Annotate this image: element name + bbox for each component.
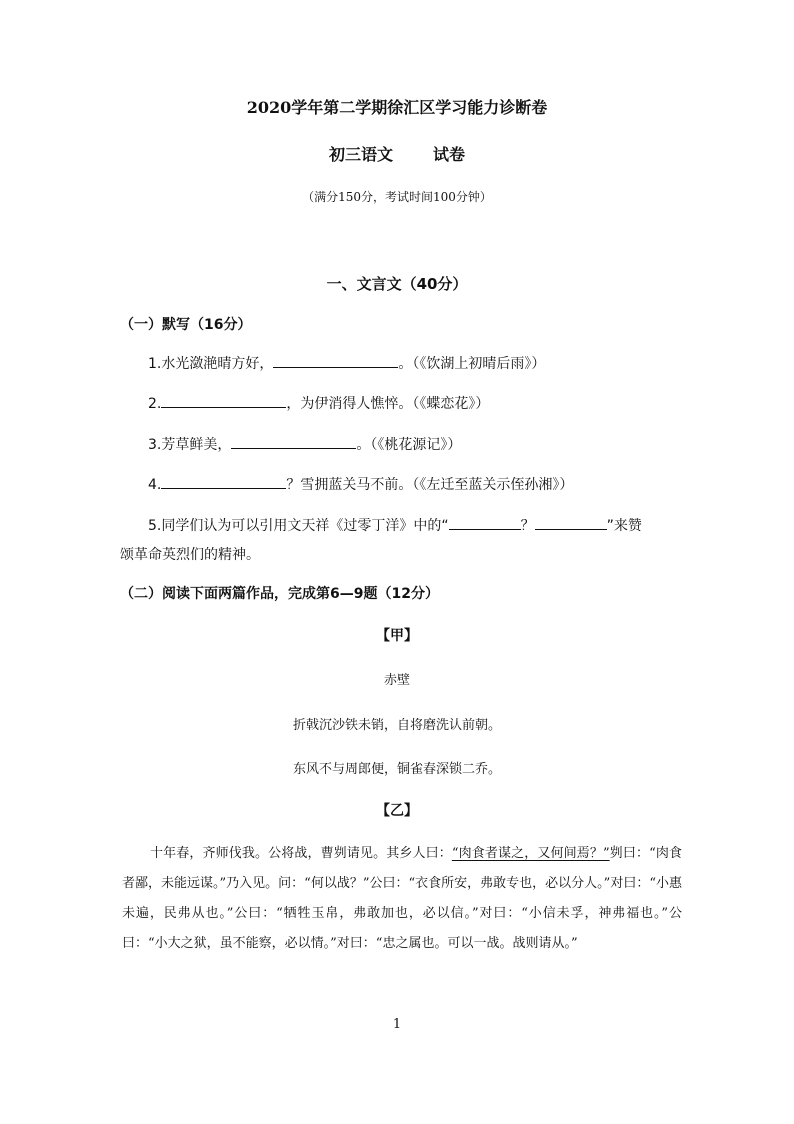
q2-text-pre: 2. <box>148 396 162 412</box>
q5-text-mid: ？ <box>520 518 535 534</box>
q5-blank-2[interactable] <box>535 515 607 530</box>
part2-heading: （二）阅读下面两篇作品，完成第6—9题（12分） <box>120 586 439 602</box>
q1-blank[interactable] <box>273 353 398 368</box>
q4-text-post: ？雪拥蓝关马不前。（《左迁至蓝关示侄孙湘》） <box>286 477 574 493</box>
question-3 <box>148 434 461 454</box>
paper-label: 试卷 <box>433 145 466 164</box>
question-4 <box>148 474 573 494</box>
exam-title: 2020学年第二学期徐汇区学习能力诊断卷 <box>246 98 548 117</box>
part1-heading: （一）默写（16分） <box>120 317 252 333</box>
q3-blank[interactable] <box>231 434 356 449</box>
question-5-line2: 颂革命英烈们的精神。 <box>120 547 260 563</box>
question-2 <box>148 393 489 413</box>
yi-text-underlined: “肉食者谋之，又何间焉？” <box>451 846 610 861</box>
q4-text-pre: 4. <box>148 477 162 493</box>
q3-text-pre: 3.芳草鲜美， <box>148 437 232 453</box>
exam-subtitle <box>0 142 794 165</box>
exam-note: （满分150分，考试时间100分钟） <box>302 190 492 204</box>
q1-text-post: 。（《饮湖上初晴后雨》） <box>398 356 546 372</box>
question-5 <box>148 515 642 535</box>
jia-label: 【甲】 <box>376 628 418 644</box>
subject-label: 初三语文 <box>328 145 393 164</box>
yi-label: 【乙】 <box>376 803 418 819</box>
q4-blank[interactable] <box>161 474 286 489</box>
yi-text-a: 十年春，齐师伐我。公将战，曹刿请见。其乡人曰： <box>150 846 452 861</box>
q5-blank-1[interactable] <box>449 515 521 530</box>
q5-text-pre: 5.同学们认为可以引用文天祥《过零丁洋》中的“ <box>148 518 449 534</box>
poem-title: 赤壁 <box>383 673 410 688</box>
q5-text-post: ”来赞 <box>606 518 642 534</box>
yi-text-b: 刿曰：“肉食者鄙，未能远谋。”乃入见。问：“何以战？”公曰：“衣食所安，弗敢专也，必以分人。”对曰：“小惠未遍，民弗从也。”公曰：“牺牲玉帛，弗敢加也，必以信。”对曰：“小信未孚，神弗福也。”公曰：“小大之狱，虽不能察，必以情。”对曰：“忠之属也。可以一战。战则请从。” <box>122 846 682 951</box>
page-number: 1 <box>392 1017 402 1032</box>
poem-line-2: 东风不与周郎便，铜雀春深锁二乔。 <box>292 762 501 777</box>
q1-text-pre: 1.水光潋滟晴方好， <box>148 356 274 372</box>
yi-passage <box>122 839 682 959</box>
poem-line-1: 折戟沉沙铁未销，自将磨洗认前朝。 <box>292 718 501 733</box>
q3-text-post: 。（《桃花源记》） <box>356 437 462 453</box>
question-1 <box>148 353 545 373</box>
q2-text-post: ，为伊消得人憔悴。（《蝶恋花》） <box>286 396 490 412</box>
q2-blank[interactable] <box>161 393 286 408</box>
section-title: 一、文言文（40分） <box>326 275 468 293</box>
